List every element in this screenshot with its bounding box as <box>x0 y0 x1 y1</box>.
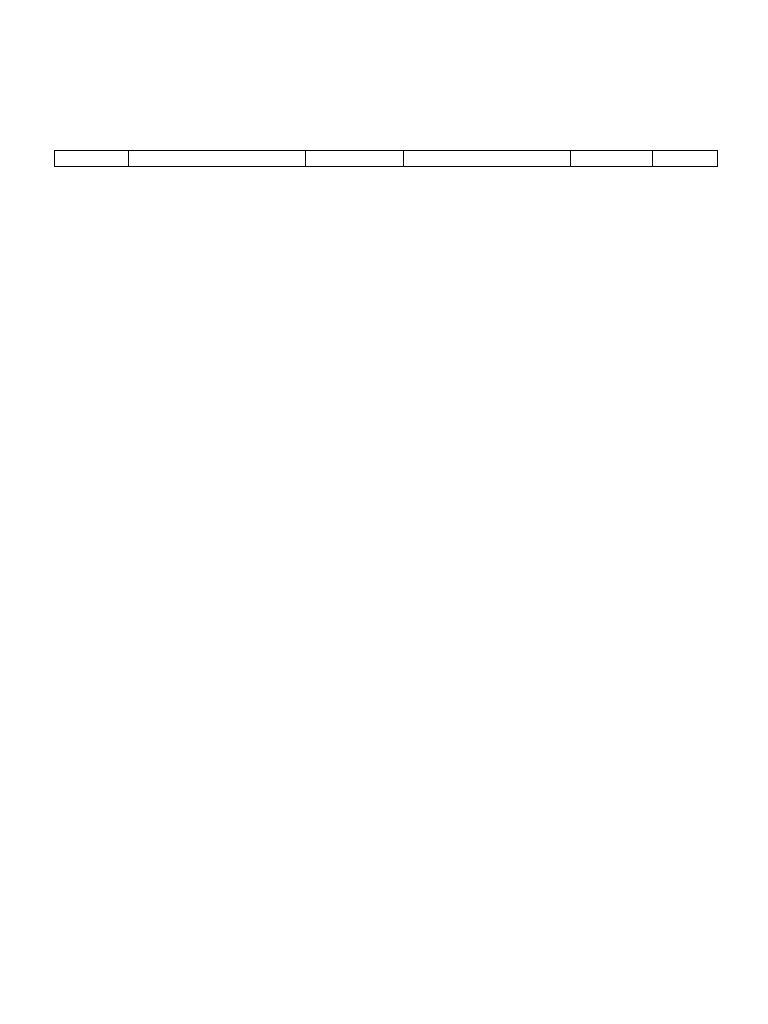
roster-table-1 <box>54 150 718 167</box>
header-name <box>129 151 306 167</box>
header-mssv <box>571 151 653 167</box>
header-location <box>653 151 718 167</box>
header-name <box>404 151 571 167</box>
header-mssv <box>306 151 404 167</box>
header-location <box>55 151 129 167</box>
table-header-row <box>55 151 718 167</box>
